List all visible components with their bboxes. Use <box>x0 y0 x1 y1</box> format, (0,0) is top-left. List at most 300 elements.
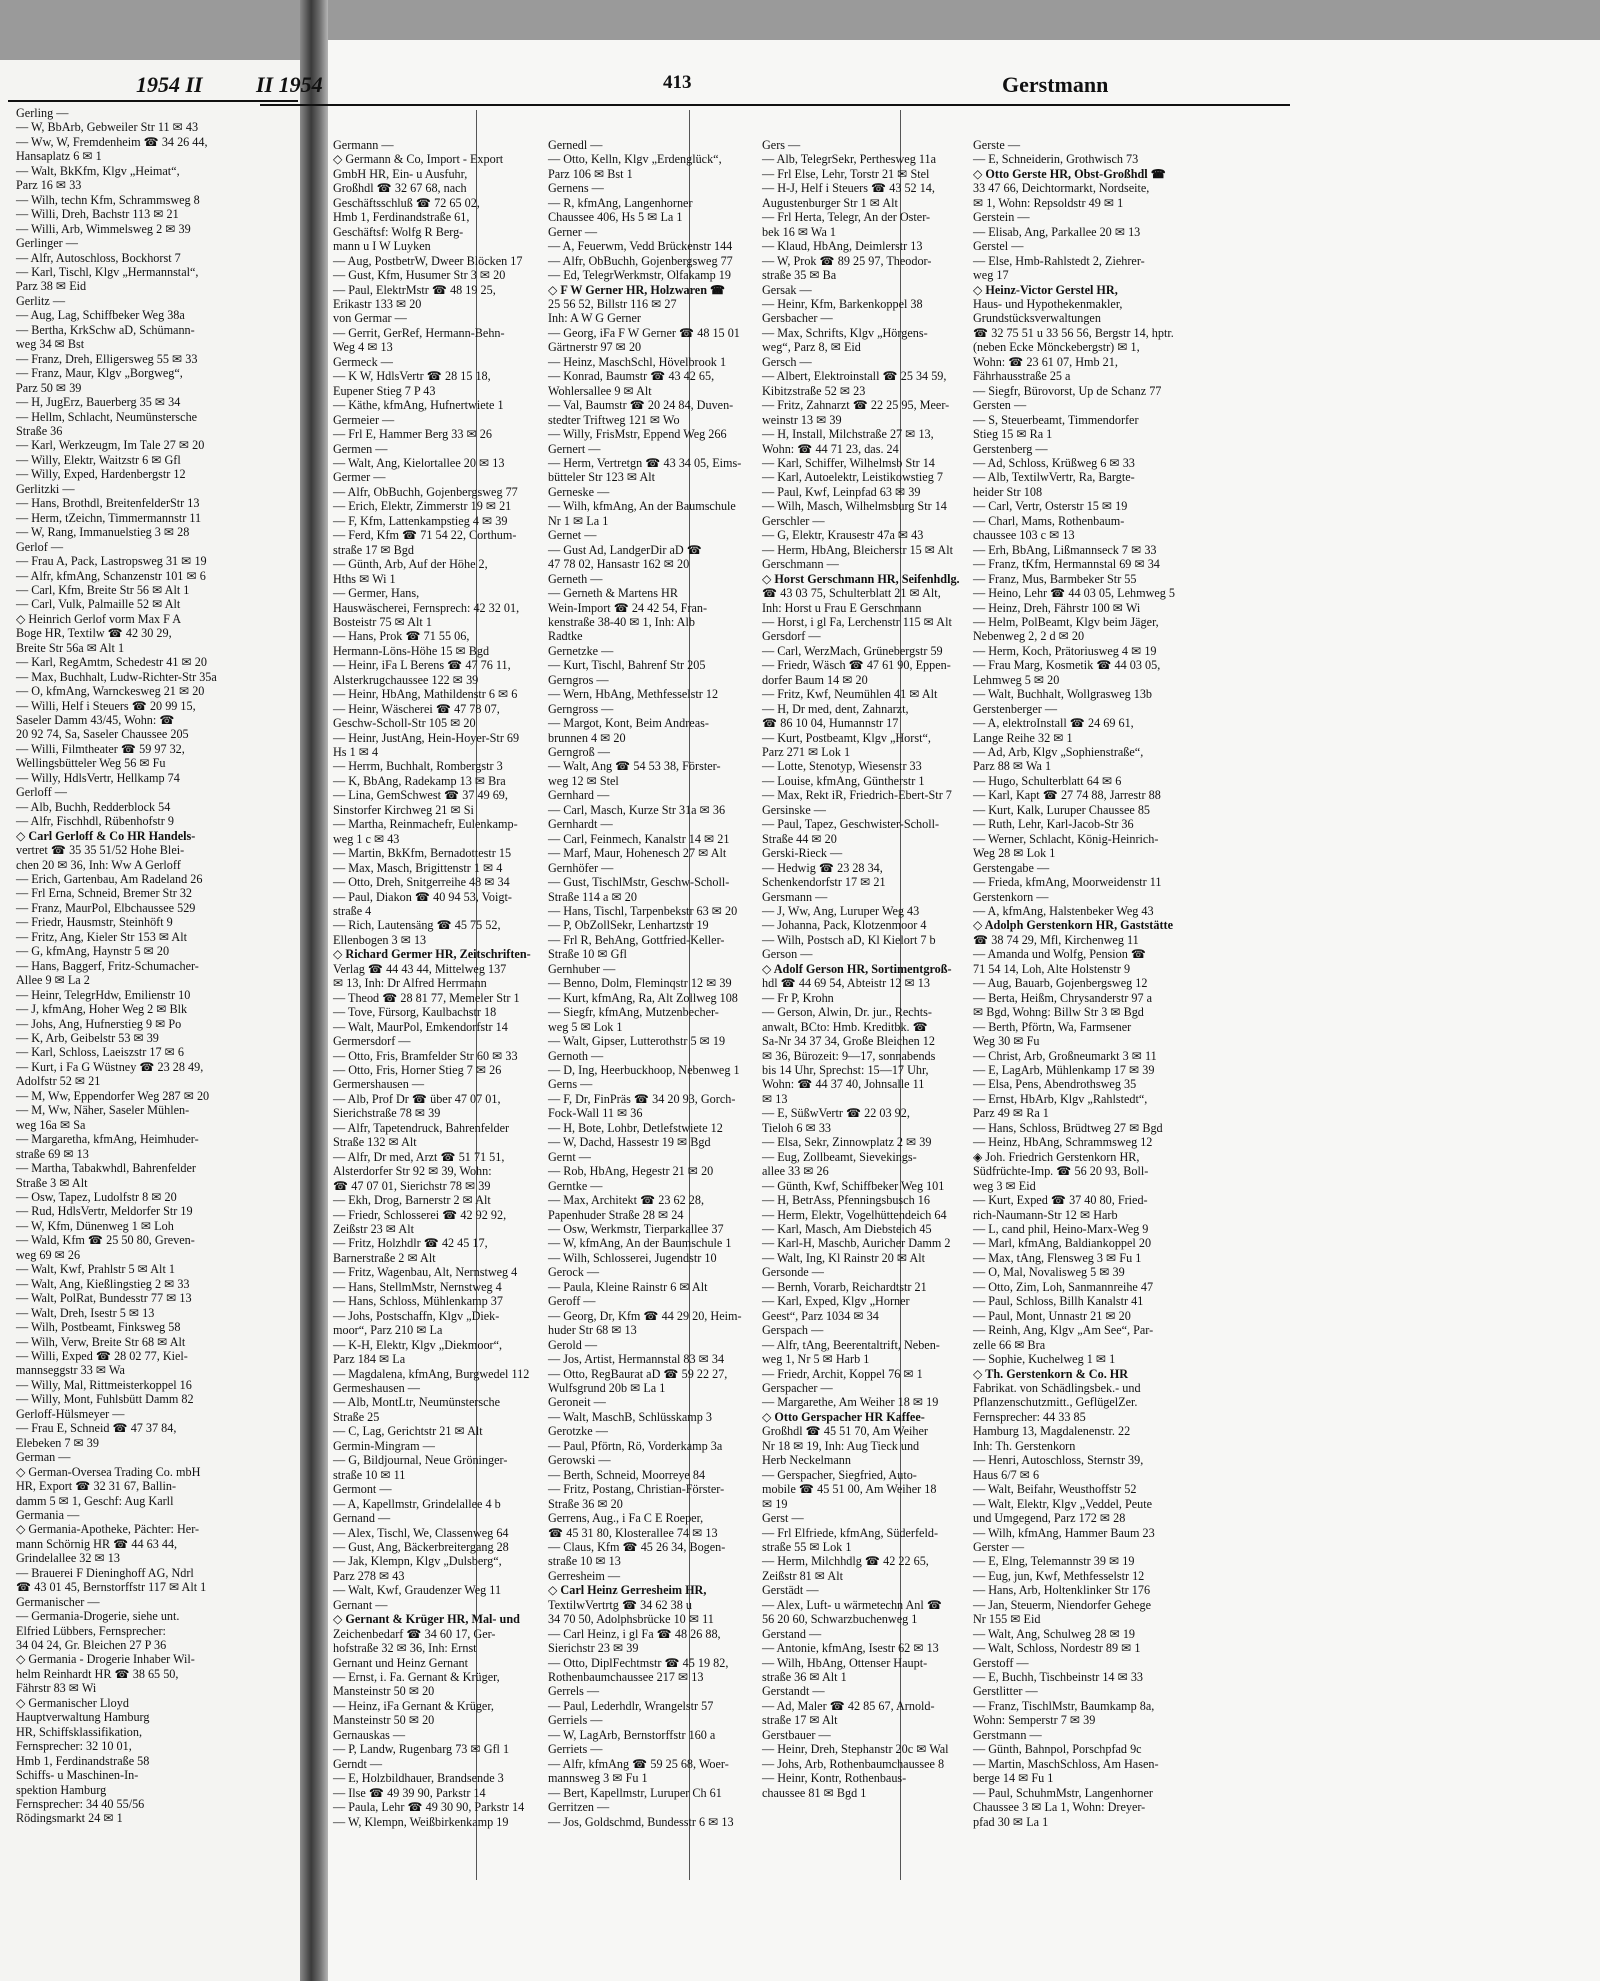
directory-line: — Ekh, Drog, Barnerstr 2 ✉ Alt <box>333 1193 491 1208</box>
directory-line: Elebeken 7 ✉ 39 <box>16 1435 99 1450</box>
directory-line: — Louise, kfmAng, Güntherstr 1 <box>762 773 925 788</box>
directory-line: — Benno, Dolm, Fleminqstr 12 ✉ 39 <box>548 976 732 991</box>
directory-line: 71 54 14, Loh, Alte Holstenstr 9 <box>973 961 1131 976</box>
directory-line: Herb Neckelmann <box>762 1453 851 1468</box>
directory-line: Saseler Damm 43/45, Wohn: ☎ <box>16 713 175 728</box>
directory-line: Gernauskas — <box>333 1727 406 1742</box>
directory-line: — Otto, Kelln, Klgv „Erdenglück“, <box>548 152 722 167</box>
directory-line: und Umgegend, Parz 172 ✉ 28 <box>973 1511 1126 1526</box>
directory-line: — Bert, Kapellmstr, Luruper Ch 61 <box>548 1785 722 1800</box>
directory-line: — A, elektroInstall ☎ 24 69 61, <box>973 716 1134 731</box>
directory-line: Gerson — <box>762 947 813 962</box>
directory-line: — Margaretha, kfmAng, Heimhuder- <box>16 1132 199 1147</box>
directory-line: Chaussee 406, Hs 5 ✉ La 1 <box>548 210 683 225</box>
directory-line: — K W, HdlsVertr ☎ 28 15 18, <box>333 369 491 384</box>
directory-line: Chaussee 3 ✉ La 1, Wohn: Dreyer- <box>973 1800 1146 1815</box>
directory-line: ◇ Germania - Drogerie Inhaber Wil- <box>16 1652 195 1667</box>
directory-line: Gerngros — <box>548 672 609 687</box>
directory-line: — Lina, GemSchwest ☎ 37 49 69, <box>333 788 508 803</box>
directory-line: Geschw-Scholl-Str 105 ✉ 20 <box>333 716 476 731</box>
directory-line: weg“, Parz 8, ✉ Eid <box>762 340 861 355</box>
directory-line: — Tove, Fürsorg, Kaulbachstr 18 <box>333 1005 497 1020</box>
directory-line: — Herm, HbAng, Bleicherstr 15 ✉ Alt <box>762 542 953 557</box>
directory-line: — Marf, Maur, Hohenesch 27 ✉ Alt <box>548 846 727 861</box>
directory-line: Geroff — <box>548 1294 596 1309</box>
directory-line: berge 14 ✉ Fu 1 <box>973 1771 1054 1786</box>
directory-line: dorfer Baum 14 ✉ 20 <box>762 672 868 687</box>
directory-line: Straße 44 ✉ 20 <box>762 831 837 846</box>
directory-line: straße 17 ✉ Bgd <box>333 542 414 557</box>
directory-line: — M, Ww, Eppendorfer Weg 287 ✉ 20 <box>16 1088 210 1103</box>
directory-line: — Max, Masch, Brigittenstr 1 ✉ 4 <box>333 860 503 875</box>
directory-line: — Osw, Werkmstr, Tierparkallee 37 <box>548 1221 724 1236</box>
directory-line: — Sophie, Kuchelweg 1 ✉ 1 <box>973 1352 1116 1367</box>
directory-line: Fernsprecher: 44 33 85 <box>973 1409 1086 1424</box>
directory-line: Germania — <box>16 1507 80 1522</box>
directory-line: — Amanda und Wolfg, Pension ☎ <box>973 947 1147 962</box>
directory-line: — Herm, Vertretgn ☎ 43 34 05, Eims- <box>548 455 742 470</box>
directory-line: Kibitzstraße 52 ✉ 23 <box>762 383 866 398</box>
directory-line: Erikastr 133 ✉ 20 <box>333 296 422 311</box>
directory-line: — Johs, Ang, Hufnerstieg 9 ✉ Po <box>16 1016 182 1031</box>
directory-line: — Alfr, Tapetendruck, Bahrenfelder <box>333 1120 510 1135</box>
directory-line: straße 4 <box>333 904 372 919</box>
directory-line: — Hans, Schloss, Mühlenkamp 37 <box>333 1294 503 1309</box>
directory-line: — Franz, TischlMstr, Baumkamp 8a, <box>973 1698 1155 1713</box>
directory-line: Ellenbogen 3 ✉ 13 <box>333 932 427 947</box>
directory-line: Germeshausen — <box>333 1380 420 1395</box>
directory-line: weg 34 ✉ Bst <box>16 337 85 352</box>
directory-line: straße 35 ✉ Ba <box>762 268 837 283</box>
directory-line: — Frl Elfriede, kfmAng, Süderfeld- <box>762 1525 938 1540</box>
directory-line: Gernhuber — <box>548 961 616 976</box>
directory-line: chaussee 81 ✉ Bgd 1 <box>762 1785 867 1800</box>
directory-line: — Aug, Lag, Schiffbeker Weg 38a <box>16 308 185 323</box>
directory-line: Gersak — <box>762 282 812 297</box>
directory-line: — Horst, i gl Fa, Lerchenstr 115 ✉ Alt <box>762 614 952 629</box>
directory-line: vertret ☎ 35 35 51/52 Hohe Blei- <box>16 843 185 858</box>
directory-line: Wohn: Semperstr 7 ✉ 39 <box>973 1713 1096 1728</box>
directory-line: — Val, Baumstr ☎ 20 24 84, Duven- <box>548 398 734 413</box>
directory-line: — Max, tAng, Flensweg 3 ✉ Fu 1 <box>973 1250 1142 1265</box>
directory-line: straße 36 ✉ Alt 1 <box>762 1670 847 1685</box>
directory-line: ◇ Heinrich Gerlof vorm Max F A <box>16 611 182 626</box>
directory-line: — Berth, Schneid, Moorreye 84 <box>548 1467 706 1482</box>
directory-line: — Carl, Feinmech, Kanalstr 14 ✉ 21 <box>548 831 730 846</box>
directory-line: 25 56 52, Billstr 116 ✉ 27 <box>548 296 677 311</box>
directory-line: Weg 28 ✉ Lok 1 <box>973 846 1056 861</box>
directory-line: moor“, Parz 210 ✉ La <box>333 1323 443 1338</box>
directory-line: — Friedr, Wäsch ☎ 47 61 90, Eppen- <box>762 658 951 673</box>
directory-line: — Herm, tZeichn, Timmermannstr 11 <box>16 510 202 525</box>
directory-line: — Walt, BkKfm, Klgv „Heimat“, <box>16 163 180 178</box>
directory-line: Verlag ☎ 44 43 44, Mittelweg 137 <box>333 961 507 976</box>
directory-line: weg 17 <box>973 268 1009 283</box>
directory-line: — Walt, PolRat, Bundesstr 77 ✉ 13 <box>16 1291 192 1306</box>
directory-line: — Günth, Bahnpol, Porschpfad 9c <box>973 1742 1142 1757</box>
directory-line: — Kurt, Kalk, Luruper Chaussee 85 <box>973 802 1151 817</box>
directory-line: Gerspacher — <box>762 1380 833 1395</box>
directory-line: Geroneit — <box>548 1395 606 1410</box>
directory-line: ◇ Adolf Gerson HR, Sortimentgroß- <box>762 961 952 976</box>
directory-line: — Margarethe, Am Weiher 18 ✉ 19 <box>762 1395 939 1410</box>
directory-line: — Elisab, Ang, Parkallee 20 ✉ 13 <box>973 224 1141 239</box>
directory-line: — Jos, Goldschmd, Bundesstr 6 ✉ 13 <box>548 1814 734 1829</box>
directory-line: — Germer, Hans, <box>333 586 420 601</box>
directory-line: — Paula, Kleine Rainstr 6 ✉ Alt <box>548 1279 708 1294</box>
directory-line: Gerstenberg — <box>973 441 1048 456</box>
directory-line: — Georg, Dr, Kfm ☎ 44 29 20, Heim- <box>548 1308 742 1323</box>
directory-line: — Walt, Kwf, Prahlstr 5 ✉ Alt 1 <box>16 1262 175 1277</box>
directory-line: — E, LagArb, Mühlenkamp 17 ✉ 39 <box>973 1063 1155 1077</box>
directory-line: Grindelallee 32 ✉ 13 <box>16 1551 120 1566</box>
directory-line: Gerstand — <box>762 1626 822 1641</box>
directory-line: Wohlersallee 9 ✉ Alt <box>548 383 652 398</box>
right-column-4 <box>973 138 1197 1829</box>
directory-line: Grundstücksverwaltungen <box>973 311 1101 326</box>
directory-line: — Franz, tKfm, Hermannstal 69 ✉ 34 <box>973 557 1160 572</box>
directory-line: bis 14 Uhr, Sprechst: 15—17 Uhr, <box>762 1063 929 1077</box>
right-page-header-left: II 1954 <box>256 72 323 97</box>
directory-line: Tieloh 6 ✉ 33 <box>762 1120 832 1135</box>
directory-line: Germersdorf — <box>333 1034 411 1049</box>
directory-line: ◇ Gernant & Krüger HR, Mal- und <box>333 1612 520 1627</box>
directory-line: — Ernst, i. Fa. Gernant & Krüger, <box>333 1670 500 1685</box>
directory-line: weg 69 ✉ 26 <box>16 1247 81 1262</box>
directory-line: Papenhuder Straße 28 ✉ 24 <box>548 1207 684 1222</box>
directory-line: — Franz, Maur, Klgv „Borgweg“, <box>16 366 183 381</box>
directory-line: — Gust, TischlMstr, Geschw-Scholl- <box>548 875 730 890</box>
directory-line: Straße 36 <box>16 423 63 438</box>
directory-line: Gerstmann — <box>973 1727 1042 1742</box>
directory-line: ◇ Richard Germer HR, Zeitschriften- <box>333 947 531 962</box>
directory-line: Inh: Th. Gerstenkorn <box>973 1438 1076 1453</box>
directory-line: — Heinr, Kfm, Barkenkoppel 38 <box>762 296 923 311</box>
directory-line: — Otto, Fris, Horner Stieg 7 ✉ 26 <box>333 1063 502 1077</box>
directory-line: Gerlinger — <box>16 236 78 251</box>
directory-line: Nr 18 ✉ 19, Inh: Aug Tieck und <box>762 1438 920 1453</box>
directory-line: — P, Landw, Rugenbarg 73 ✉ Gfl 1 <box>333 1742 510 1757</box>
directory-line: — Gust Ad, LandgerDir aD ☎ <box>548 542 702 557</box>
directory-line: — Elsa, Pens, Abendrothsweg 35 <box>973 1077 1137 1092</box>
directory-line: — Gust, Kfm, Husumer Str 3 ✉ 20 <box>333 268 506 283</box>
directory-line: — Kurt, Exped ☎ 37 40 80, Fried- <box>973 1193 1148 1208</box>
directory-line: — Erh, BbAng, Lißmannseck 7 ✉ 33 <box>973 542 1157 557</box>
directory-line: — Christ, Arb, Großneumarkt 3 ✉ 11 <box>973 1048 1157 1063</box>
directory-line: — Martha, Tabakwhdl, Bahrenfelder <box>16 1161 196 1176</box>
directory-line: ◈ Joh. Friedrich Gerstenkorn HR, <box>973 1149 1140 1164</box>
directory-line: — Charl, Mams, Rothenbaum- <box>973 513 1125 528</box>
directory-line: ✉ Bgd, Wohng: Billw Str 3 ✉ Bgd <box>973 1005 1144 1020</box>
directory-line: Gerstein — <box>973 210 1030 225</box>
directory-line: Gerotzke — <box>548 1424 608 1439</box>
directory-line: Gernhardt — <box>548 817 613 832</box>
directory-line: kenstraße 38-40 ✉ 1, Inh: Alb <box>548 614 695 629</box>
directory-line: Wein-Import ☎ 24 42 54, Fran- <box>548 600 708 615</box>
directory-line: Barnerstraße 2 ✉ Alt <box>333 1250 436 1265</box>
directory-line: — Otto, Fris, Bramfelder Str 60 ✉ 33 <box>333 1048 518 1063</box>
directory-line: — A, Kapellmstr, Grindelallee 4 b <box>333 1496 501 1511</box>
directory-line: — Alfr, kfmAng ☎ 59 25 68, Woer- <box>548 1756 729 1771</box>
directory-line: mannsweg 3 ✉ Fu 1 <box>548 1771 648 1786</box>
directory-line: — Alb, TelegrSekr, Perthesweg 11a <box>762 152 936 167</box>
directory-line: von Germar — <box>333 311 407 326</box>
directory-line: Gernt — <box>548 1149 591 1164</box>
directory-line: — Hedwig ☎ 23 28 34, <box>762 860 883 875</box>
directory-line: — Wilh, kfmAng, Hammer Baum 23 <box>973 1525 1155 1540</box>
directory-line: — Kurt, Postbeamt, Klgv „Horst“, <box>762 730 931 745</box>
right-column-2 <box>548 138 760 1829</box>
directory-line: — Rich, Lautensäng ☎ 45 75 52, <box>333 918 501 933</box>
directory-line: — Alfr, ObBuchh, Gojenbergsweg 77 <box>548 253 733 268</box>
directory-line: — Wilh, Postbeamt, Finksweg 58 <box>16 1320 181 1335</box>
directory-line: Straße 132 ✉ Alt <box>333 1135 417 1150</box>
directory-line: — Carl, Vulk, Palmaille 52 ✉ Alt <box>16 597 181 612</box>
directory-line: ☎ 47 07 01, Sierichstr 78 ✉ 39 <box>333 1178 491 1193</box>
directory-line: Gerst — <box>762 1511 804 1526</box>
directory-line: Germanischer — <box>16 1594 100 1609</box>
directory-line: — Heinr, Wäscherei ☎ 47 78 07, <box>333 701 500 716</box>
directory-line: — Otto, Zim, Loh, Sanmannreihe 47 <box>973 1279 1154 1294</box>
directory-line: ◇ Germania-Apotheke, Pächter: Her- <box>16 1522 200 1537</box>
directory-line: — Walt, Dreh, Isestr 5 ✉ 13 <box>16 1305 155 1320</box>
directory-line: — Frau A, Pack, Lastropsweg 31 ✉ 19 <box>16 554 207 569</box>
directory-line: — L, cand phil, Heino-Marx-Weg 9 <box>973 1221 1149 1236</box>
directory-line: ◇ Germanischer Lloyd <box>16 1695 129 1710</box>
directory-line: — J, kfmAng, Hoher Weg 2 ✉ Blk <box>16 1002 188 1017</box>
directory-line: — Paula, Lehr ☎ 49 30 90, Parkstr 14 <box>333 1800 525 1815</box>
directory-line: Fährhausstraße 25 a <box>973 369 1071 384</box>
directory-line: — Franz, Dreh, Elligersweg 55 ✉ 33 <box>16 351 198 366</box>
directory-line: Gersbacher — <box>762 311 833 326</box>
directory-line: — Fritz, Wagenbau, Alt, Nernstweg 4 <box>333 1265 518 1280</box>
directory-line: Großhdl ☎ 32 67 68, nach <box>333 181 467 196</box>
directory-line: — F, Dr, FinPräs ☎ 34 20 93, Gorch- <box>548 1091 736 1106</box>
directory-line: — Hans, Tischl, Tarpenbekstr 63 ✉ 20 <box>548 904 738 919</box>
directory-line: Germin-Mingram — <box>333 1438 435 1453</box>
directory-line: Nr 155 ✉ Eid <box>973 1612 1041 1627</box>
directory-line: Fernsprecher: 32 10 01, <box>16 1739 132 1754</box>
directory-line: — Carl, WerzMach, Grünebergstr 59 <box>762 643 943 658</box>
directory-line: — Max, Schrifts, Klgv „Hörgens- <box>762 325 928 340</box>
directory-line: — Helm, PolBeamt, Klgv beim Jäger, <box>973 614 1159 629</box>
directory-line: — Ad, Arb, Klgv „Sophienstraße“, <box>973 745 1144 760</box>
directory-line: — Reinh, Ang, Klgv „Am See“, Par- <box>973 1323 1154 1338</box>
directory-line: ☎ 38 74 29, Mfl, Kirchenweg 11 <box>973 932 1139 947</box>
directory-line: damm 5 ✉ 1, Geschf: Aug Karll <box>16 1493 174 1508</box>
directory-line: Gerrels — <box>548 1684 600 1699</box>
directory-line: — H, Dr med, dent, Zahnarzt, <box>762 701 909 716</box>
directory-line: — W, Prok ☎ 89 25 97, Theodor- <box>762 253 932 268</box>
directory-line: — Paul, Kwf, Leinpfad 63 ✉ 39 <box>762 484 921 499</box>
directory-line: — Rud, HdlsVertr, Meldorfer Str 19 <box>16 1204 193 1219</box>
directory-line: — W, kfmAng, An der Baumschule 1 <box>548 1236 732 1251</box>
left-header-rule <box>8 100 298 102</box>
directory-line: — Hellm, Schlacht, Neumünstersche <box>16 409 198 424</box>
directory-line: Breite Str 56a ✉ Alt 1 <box>16 640 125 655</box>
directory-line: ✉ 13 <box>762 1091 788 1106</box>
directory-line: — Paul, Pförtn, Rö, Vorderkamp 3a <box>548 1438 723 1453</box>
directory-line: bek 16 ✉ Wa 1 <box>762 224 836 239</box>
directory-line: ◇ Carl Gerloff & Co HR Handels- <box>16 828 196 843</box>
directory-line: straße 55 ✉ Lok 1 <box>762 1539 852 1554</box>
directory-line: Gerspach — <box>762 1323 824 1338</box>
directory-line: — Karl-H, Maschb, Auricher Damm 2 <box>762 1236 951 1251</box>
directory-line: Gerschmann — <box>762 557 839 572</box>
directory-line: Parz 49 ✉ Ra 1 <box>973 1106 1049 1121</box>
directory-line: — Alfr, tAng, Beerentaltrift, Neben- <box>762 1337 940 1352</box>
directory-line: — Otto, DiplFechtmstr ☎ 45 19 82, <box>548 1655 729 1670</box>
directory-line: — H, BetrAss, Pfenningsbusch 16 <box>762 1193 930 1208</box>
directory-line: — Hans, Schloss, Brüdtweg 27 ✉ Bgd <box>973 1120 1163 1135</box>
directory-line: Eupener Stieg 7 P 43 <box>333 383 436 398</box>
directory-line: ◇ F W Gerner HR, Holzwaren ☎ <box>548 282 726 297</box>
directory-line: Gerneske — <box>548 484 610 499</box>
directory-line: ☎ 86 10 04, Humannstr 17 <box>762 716 899 731</box>
directory-line: — Heinr, JustAng, Hein-Hoyer-Str 69 <box>333 730 520 745</box>
directory-line: Gerngross — <box>548 701 614 716</box>
directory-line: — Walt, Ang, Kielortallee 20 ✉ 13 <box>333 455 505 470</box>
directory-line: — Hans, Prok ☎ 71 55 06, <box>333 629 470 644</box>
directory-line: Lange Reihe 32 ✉ 1 <box>973 730 1073 745</box>
directory-line: Straße 36 ✉ 20 <box>548 1496 623 1511</box>
directory-line: — Osw, Tapez, Ludolfstr 8 ✉ 20 <box>16 1189 177 1204</box>
directory-line: — Carl, Masch, Kurze Str 31a ✉ 36 <box>548 802 726 817</box>
directory-line: — Elsa, Sekr, Zinnowplatz 2 ✉ 39 <box>762 1135 932 1150</box>
directory-line: — Gerneth & Martens HR <box>548 586 678 601</box>
directory-line: — Ed, TelegrWerkmstr, Olfakamp 19 <box>548 268 731 283</box>
directory-line: — E, Buchh, Tischbeinstr 14 ✉ 33 <box>973 1670 1144 1685</box>
directory-line: — Heinr, Dreh, Stephanstr 20c ✉ Wal <box>762 1742 949 1757</box>
directory-line: — Paul, ElektrMstr ☎ 48 19 25, <box>333 282 496 297</box>
directory-line: — Wald, Kfm ☎ 25 50 80, Greven- <box>16 1233 195 1248</box>
directory-line: Elfried Lübbers, Fernsprecher: <box>16 1623 166 1638</box>
directory-line: — Willi, Dreh, Bachstr 113 ✉ 21 <box>16 207 179 222</box>
directory-line: — D, Ing, Heerbuckhoop, Nebenweg 1 <box>548 1063 740 1077</box>
directory-line: Gersinske — <box>762 802 826 817</box>
left-page-column <box>16 106 300 1826</box>
directory-line: — Ferd, Kfm ☎ 71 54 22, Corthum- <box>333 528 517 543</box>
directory-line: — Willy, Exped, Hardenbergstr 12 <box>16 467 186 482</box>
directory-line: — Alfr, Autoschloss, Bockhorst 7 <box>16 250 181 265</box>
directory-line: Gernetzke — <box>548 643 614 658</box>
directory-line: — Aug, PostbetrW, Dweer Blöcken 17 <box>333 253 523 268</box>
directory-line: Bosteistr 75 ✉ Alt 1 <box>333 614 432 629</box>
directory-line: — Rob, HbAng, Hegestr 21 ✉ 20 <box>548 1164 714 1179</box>
directory-line: — Jos, Artist, Hermannstal 83 ✉ 34 <box>548 1352 725 1367</box>
directory-line: — Johs, Postschaffn, Klgv „Diek- <box>333 1308 500 1323</box>
directory-line: Gerling — <box>16 106 69 120</box>
directory-line: Germeier — <box>333 412 395 427</box>
directory-line: — Wilh, Masch, Wilhelmsburg Str 14 <box>762 499 947 514</box>
directory-line: stedter Triftweg 121 ✉ Wo <box>548 412 680 427</box>
directory-line: — Ww, W, Fremdenheim ☎ 34 26 44, <box>16 134 208 149</box>
directory-line: — O, kfmAng, Warnckesweg 21 ✉ 20 <box>16 684 205 699</box>
directory-line: — Willi, Helf i Steuers ☎ 20 99 15, <box>16 698 196 713</box>
directory-line: Gerstandt — <box>762 1684 825 1699</box>
directory-line: HR, Schiffsklassifikation, <box>16 1724 143 1739</box>
directory-line: Hamburg 13, Magdalenenstr. 22 <box>973 1424 1131 1439</box>
directory-line: Rödingsmarkt 24 ✉ 1 <box>16 1811 123 1826</box>
directory-line: Gerste — <box>973 138 1021 152</box>
directory-line: — Erich, Elektr, Zimmerstr 19 ✉ 21 <box>333 499 512 514</box>
directory-line: Parz 106 ✉ Bst 1 <box>548 166 633 181</box>
directory-line: Zeißstr 23 ✉ Alt <box>333 1221 414 1236</box>
directory-line: — Ernst, HbArb, Klgv „Rahlstedt“, <box>973 1091 1148 1106</box>
directory-line: — Walt, Kwf, Graudenzer Weg 11 <box>333 1583 502 1598</box>
directory-line: ☎ 43 03 75, Schulterblatt 21 ✉ Alt, <box>762 586 941 601</box>
directory-line: Nr 1 ✉ La 1 <box>548 513 609 528</box>
directory-line: — A, Feuerwm, Vedd Brückenstr 144 <box>548 239 733 254</box>
directory-line: — Klaud, HbAng, Deimlerstr 13 <box>762 239 923 254</box>
directory-line: — Bertha, KrkSchw aD, Schümann- <box>16 322 195 337</box>
directory-line: — Ad, Schloss, Krüßweg 6 ✉ 33 <box>973 455 1135 470</box>
directory-line: — Carl, Vertr, Osterstr 15 ✉ 19 <box>973 499 1128 514</box>
running-head: Gerstmann <box>1002 72 1109 97</box>
directory-line: — W, Dachd, Hassestr 19 ✉ Bgd <box>548 1135 711 1150</box>
directory-line: — Alb, TextilwVertr, Ra, Bargte- <box>973 470 1135 485</box>
directory-line: — Günth, Kwf, Schiffbeker Weg 101 <box>762 1178 945 1193</box>
directory-line: Gersten — <box>973 398 1027 413</box>
directory-line: — Georg, iFa F W Gerner ☎ 48 15 01 <box>548 325 740 340</box>
directory-line: Rothenbaumchaussee 217 ✉ 13 <box>548 1670 704 1685</box>
directory-line: Parz 184 ✉ La <box>333 1352 406 1367</box>
directory-line: 34 70 50, Adolphsbrücke 10 ✉ 11 <box>548 1612 714 1627</box>
directory-line: — Karl, Kapt ☎ 27 74 88, Jarrestr 88 <box>973 788 1161 803</box>
directory-line: — E, Elng, Telemannstr 39 ✉ 19 <box>973 1554 1135 1569</box>
directory-line: — Max, Buchhalt, Ludw-Richter-Str 35a <box>16 669 217 684</box>
directory-line: — H, Bote, Lohbr, Detlefstwiete 12 <box>548 1120 723 1135</box>
directory-line: Hermann-Löns-Höhe 15 ✉ Bgd <box>333 643 490 658</box>
directory-line: Gerriets — <box>548 1742 603 1757</box>
directory-line: — Heino, Lehr ☎ 44 03 05, Lehmweg 5 <box>973 586 1176 601</box>
directory-line: — Jak, Klempn, Klgv „Dulsberg“, <box>333 1554 502 1569</box>
directory-line: — Karl, Autoelektr, Leistikowstieg 7 <box>762 470 943 485</box>
directory-line: Allee 9 ✉ La 2 <box>16 973 90 988</box>
directory-line: — Frl E, Hammer Berg 33 ✉ 26 <box>333 427 492 442</box>
directory-line: — Karl, Schloss, Laeiszstr 17 ✉ 6 <box>16 1045 184 1060</box>
directory-line: — Paul, Schloss, Billh Kanalstr 41 <box>973 1294 1144 1309</box>
directory-line: — Willi, Arb, Wimmelsweg 2 ✉ 39 <box>16 221 191 236</box>
directory-line: Germeck — <box>333 354 393 369</box>
directory-line: — Alfr, kfmAng, Schanzenstr 101 ✉ 6 <box>16 568 206 583</box>
directory-line: Gerresheim — <box>548 1568 621 1583</box>
directory-line: ✉ 1, Wohn: Repsoldstr 49 ✉ 1 <box>973 195 1124 210</box>
directory-line: Gerowski — <box>548 1453 611 1468</box>
directory-line: — Alex, Luft- u wärmetechn Anl ☎ <box>762 1597 943 1612</box>
directory-line: — S, Steuerbeamt, Timmendorfer <box>973 412 1139 427</box>
directory-line: Germen — <box>333 441 388 456</box>
directory-line: Gerneth — <box>548 571 603 586</box>
directory-line: — Wern, HbAng, Methfesselstr 12 <box>548 687 719 702</box>
directory-line: mannseggstr 33 ✉ Wa <box>16 1363 125 1378</box>
directory-line: huder Str 68 ✉ 13 <box>548 1323 637 1338</box>
directory-line: — Frl Herta, Telegr, An der Oster- <box>762 210 931 225</box>
directory-line: mann u I W Luyken <box>333 239 431 254</box>
directory-line: — E, Holzbildhauer, Brandsende 3 <box>333 1771 504 1786</box>
directory-line: — Fritz, Kwf, Neumühlen 41 ✉ Alt <box>762 687 938 702</box>
directory-line: — M, Ww, Näher, Saseler Mühlen- <box>16 1103 190 1118</box>
directory-line: — Herm, Koch, Prätoriusweg 4 ✉ 19 <box>973 643 1157 658</box>
directory-line: — Walt, MaurPol, Emkendorfstr 14 <box>333 1019 508 1034</box>
directory-line: Mansteinstr 50 ✉ 20 <box>333 1684 435 1699</box>
directory-line: — A, kfmAng, Halstenbeker Weg 43 <box>973 904 1154 919</box>
directory-line: — Siegfr, kfmAng, Mutzenbecher- <box>548 1005 719 1020</box>
directory-line: 20 92 74, Sa, Saseler Chaussee 205 <box>16 727 189 742</box>
directory-line: Gerlitzki — <box>16 481 75 496</box>
directory-line: — Willy, FrisMstr, Eppend Weg 266 <box>548 427 727 442</box>
directory-line: — Alex, Tischl, We, Classenweg 64 <box>333 1525 509 1540</box>
